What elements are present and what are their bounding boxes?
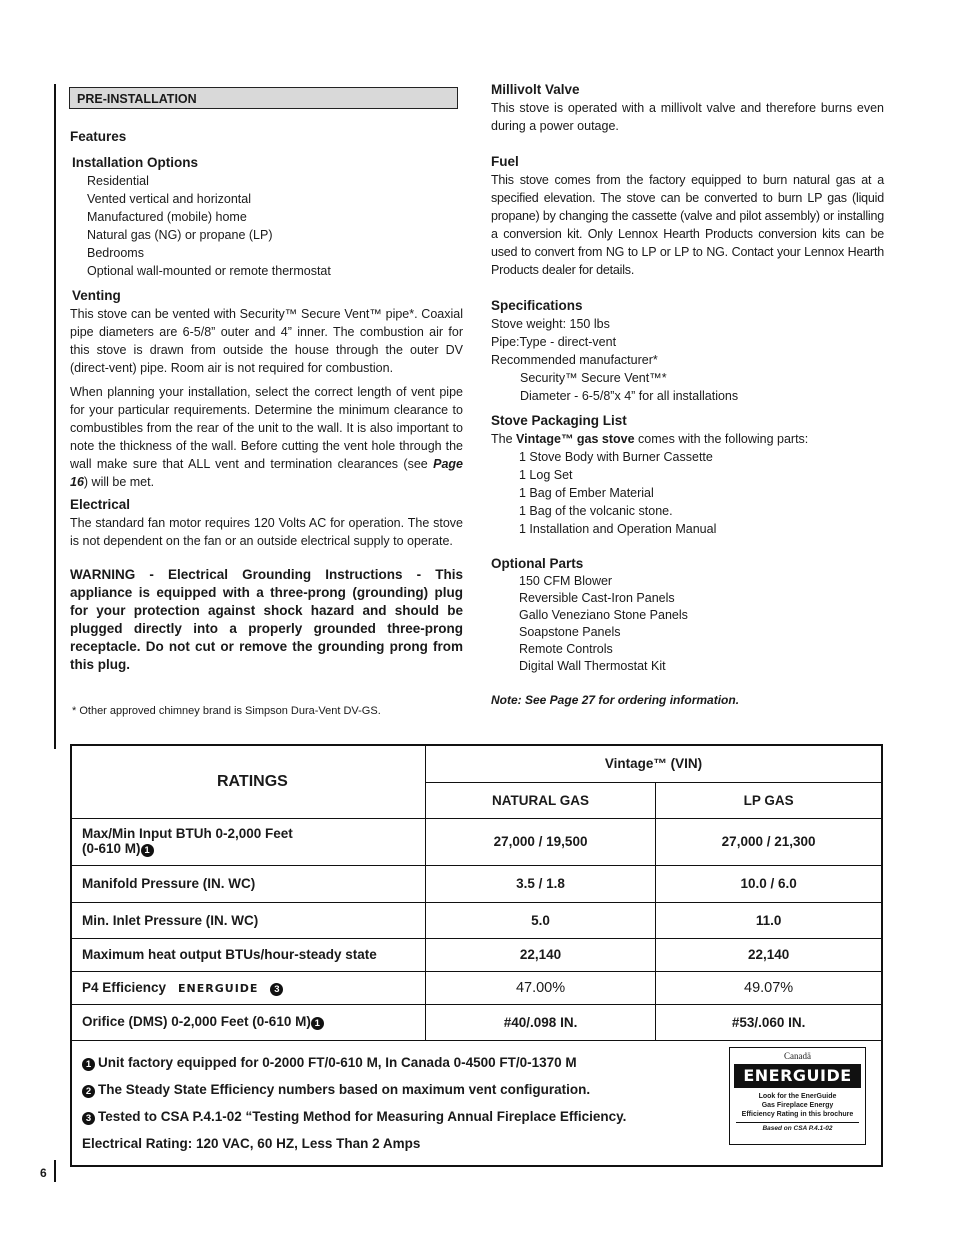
list-item: Optional wall-mounted or remote thermostat [87,264,331,278]
row-label [71,971,425,1004]
left-column [70,128,463,674]
footnote-marker-icon: 1 [311,1017,324,1030]
installation-options-list [70,172,463,280]
row-label-text: Orifice (DMS) 0-2,000 Feet (0-610 M) [82,1014,311,1029]
installation-options-heading: Installation Options [72,155,199,170]
footnote-marker-icon: 3 [82,1112,95,1125]
specifications-heading: Specifications [491,298,583,313]
natural-gas-value: 47.00% [425,971,655,1004]
margin-rule-top [54,84,56,749]
electrical-paragraph: The standard fan motor requires 120 Volts AC for operation. The stove is not dependent on the fan or an outside electrical supply to operate. [70,516,463,548]
lp-gas-header: LP GAS [656,782,882,818]
note-text: Unit factory equipped for 0-2000 FT/0-610 M, In Canada 0-4500 FT/0-1370 M [98,1054,577,1070]
natural-gas-value: 27,000 / 19,500 [425,818,655,865]
list-item: Gallo Veneziano Stone Panels [519,608,688,622]
energuide-wordmark: ENERGUIDE [734,1064,861,1088]
badge-text [730,1092,865,1119]
packaging-intro-text-end: comes with the following parts: [634,432,809,446]
list-item: 1 Bag of the volcanic stone. [519,504,673,518]
ordering-note: Note: See Page 27 for ordering information. [491,693,740,707]
spec-subline: Diameter - 6-5/8”x 4” for all installations [520,389,739,403]
list-item: 1 Installation and Operation Manual [519,522,717,536]
table-row [71,818,882,865]
footnote-marker-icon: 1 [141,844,154,857]
natural-gas-value: #40/.098 IN. [425,1004,655,1040]
row-label [71,1004,425,1040]
product-name: Vintage™ gas stove [516,432,635,446]
table-row [71,865,882,902]
row-label: Manifold Pressure (IN. WC) [71,865,425,902]
ratings-title: RATINGS [71,745,425,818]
venting-paragraph-1: This stove can be vented with Security™ Secure Vent™ pipe*. Coaxial pipe diameters are 6-5/8” outer and 4” inner. The combustion air for this stove is drawn from outside the house through the outer DV (direct-vent) pipe. Room air is not required for combustion. [70,307,463,375]
lp-gas-value: 49.07% [656,971,882,1004]
table-row [71,971,882,1004]
energuide-badge [729,1047,866,1145]
row-label-text-2: (0-610 M) [82,841,141,856]
list-item: Bedrooms [87,246,144,260]
packaging-list [491,448,884,538]
lp-gas-value: 10.0 / 6.0 [656,865,882,902]
packaging-intro [491,430,884,448]
note-text: Electrical Rating: 120 VAC, 60 HZ, Less Than 2 Amps [82,1135,421,1151]
millivolt-paragraph: This stove is operated with a millivolt valve and therefore burns even during a power outage. [491,101,884,133]
lp-gas-value: #53/.060 IN. [656,1004,882,1040]
millivolt-heading: Millivolt Valve [491,82,580,97]
ratings-notes [71,1040,882,1166]
lp-gas-value: 22,140 [656,938,882,971]
footnote-marker-icon: 1 [82,1058,95,1071]
list-item: Remote Controls [519,642,613,656]
optional-parts-list [491,573,884,675]
list-item: Residential [87,174,149,188]
list-item: 1 Bag of Ember Material [519,486,654,500]
lp-gas-value: 27,000 / 21,300 [656,818,882,865]
natural-gas-value: 22,140 [425,938,655,971]
lp-gas-value: 11.0 [656,902,882,938]
spec-line: Recommended manufacturer* [491,353,658,367]
packaging-heading: Stove Packaging List [491,413,627,428]
natural-gas-value: 3.5 / 1.8 [425,865,655,902]
footnote-marker-icon: 3 [270,983,283,996]
note-text: Tested to CSA P.4.1-02 “Testing Method for Measuring Annual Fireplace Efficiency. [98,1108,627,1124]
electrical-heading: Electrical [70,497,131,512]
features-heading: Features [70,129,127,144]
natural-gas-header: NATURAL GAS [425,782,655,818]
optional-parts-heading: Optional Parts [491,556,584,571]
spec-line: Stove weight: 150 lbs [491,317,610,331]
venting-text-end: ) will be met. [83,475,155,489]
row-label [71,818,425,865]
list-item: Reversible Cast-Iron Panels [519,591,675,605]
fuel-heading: Fuel [491,154,519,169]
list-item: Natural gas (NG) or propane (LP) [87,228,273,242]
badge-line: Look for the EnerGuide [758,1092,837,1100]
list-item: 1 Stove Body with Burner Cassette [519,450,713,464]
model-header: Vintage™ (VIN) [425,745,882,782]
list-item: Vented vertical and horizontal [87,192,251,206]
fuel-paragraph: This stove comes from the factory equipped to burn natural gas at a specified elevation. The stove can be converted to burn LP gas (liquid propane) by changing the cassette (valve and pilot assembly) or installing a conversion kit. Only Lennox Hearth Products conversion kits can be used to convert from NG to LP or LP to NG. Contact your Lennox Hearth Products dealer for details. [491,173,884,277]
right-column [491,81,884,709]
list-item: Soapstone Panels [519,625,621,639]
canada-wordmark: Canadä [784,1050,811,1061]
venting-text: When planning your installation, select the correct length of vent pipe for your particular requirements. Determine the minimum clearance to combustibles from the rear of the unit to the wall. It is also important to note the thickness of the wall. Before cutting the vent hole through the wall make sure that ALL vent and termination clearances (see [70,385,463,471]
warning-text: WARNING - Electrical Grounding Instructions - This appliance is equipped with a three-prong (grounding) plug for your protection against shock hazard and should be plugged directly into a properly grounded three-prong receptacle. Do not cut or remove the grounding prong from this plug. [70,567,463,672]
table-row [71,938,882,971]
spec-subline: Security™ Secure Vent™* [520,371,667,385]
list-item: Digital Wall Thermostat Kit [519,659,666,673]
page-number: 6 [40,1166,47,1180]
footnote: * Other approved chimney brand is Simpson Dura-Vent DV-GS. [72,705,381,717]
section-title: PRE-INSTALLATION [69,87,458,109]
page-reference: Page 16 [70,457,463,489]
venting-paragraph-2 [70,383,463,491]
note-text: The Steady State Efficiency numbers based on maximum vent configuration. [98,1081,591,1097]
packaging-intro-text: The [491,432,517,446]
row-label-text: Max/Min Input BTUh 0-2,000 Feet [82,826,293,841]
row-label: Min. Inlet Pressure (IN. WC) [71,902,425,938]
margin-rule-bottom [54,1160,56,1182]
list-item: 1 Log Set [519,468,573,482]
badge-csa: Based on CSA P.4.1-02 [736,1122,859,1132]
energuide-logo-icon: ENERGUIDE [178,981,259,995]
table-row [71,1004,882,1040]
list-item: Manufactured (mobile) home [87,210,247,224]
badge-line: Gas Fireplace Energy [761,1101,834,1109]
row-label-text: P4 Efficiency [82,979,167,995]
ratings-table [70,744,883,1167]
footnote-marker-icon: 2 [82,1085,95,1098]
venting-heading: Venting [72,288,121,303]
table-row [71,902,882,938]
list-item: 150 CFM Blower [519,574,613,588]
spec-line: Pipe:Type - direct-vent [491,335,617,349]
row-label: Maximum heat output BTUs/hour-steady state [71,938,425,971]
natural-gas-value: 5.0 [425,902,655,938]
badge-line: Efficiency Rating in this brochure [741,1110,854,1118]
